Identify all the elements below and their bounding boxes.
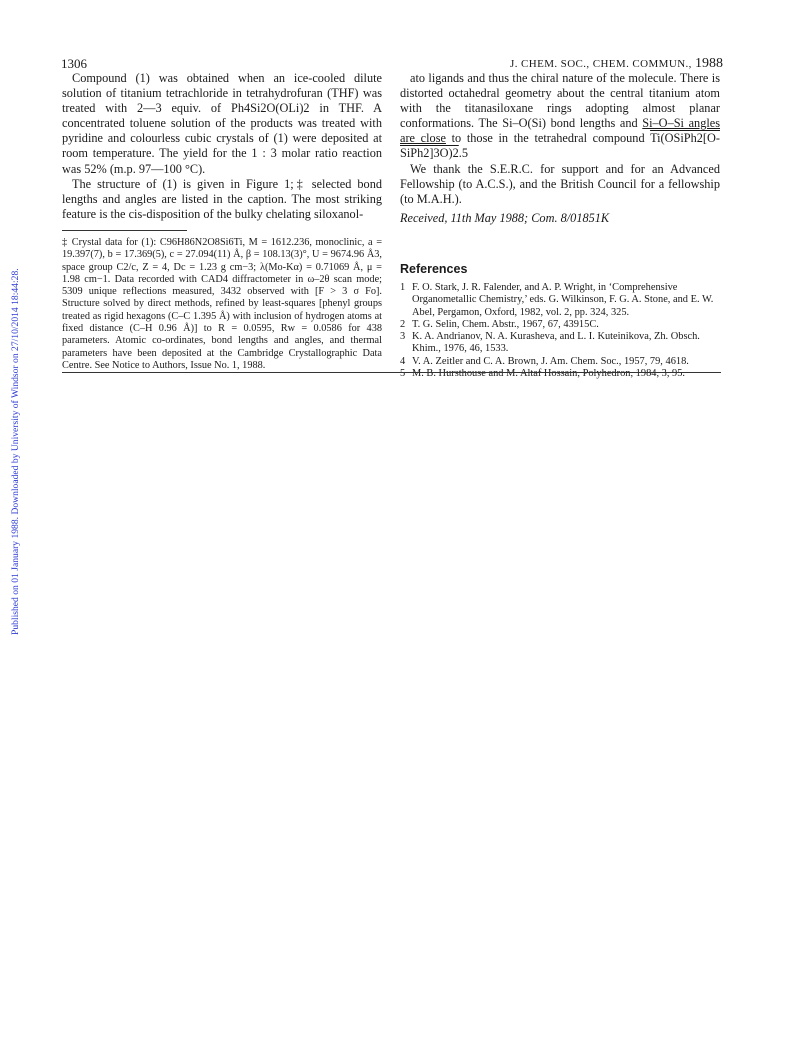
reference-item (400, 282, 722, 319)
reference-text: M. B. Hursthouse and M. Altaf Hossain, Polyhedron, 1984, 3, 95. (412, 368, 686, 380)
crystal-data-footnote: ‡ Crystal data for (1): C96H86N2O8Si6Ti, M = 1612.236, monoclinic, a = 19.397(7), b = 17.369(5), c = 27.094(11) Å, β = 108.13(3)°, U = 9674.96 Å3, space group C2/c, Z = 4, Dc = 1.23 g cm−3; λ(Mo-Kα) = 0.71069 Å, μ = 1.98 cm−1. Data recorded with CAD4 diffractometer in ω–2θ scan mode; 5309 unique reflections measured, 3432 observed with [F > 3 σ Fo]. Structure solved by direct methods, refined by least-squares [phenyl groups treated as rigid hexagons (C–C 1.395 Å) with inclusion of hydrogen atoms at fixed distance (C–H 0.96 Å)] to R = 0.0595, Rw = 0.0586 for 438 parameters. Atomic co-ordinates, bond lengths and angles, and thermal parameters have been deposited at the Cambridge Crystallographic Data Centre. See Notice to Authors, Issue No. 1, 1988. (62, 237, 382, 371)
journal-name: J. CHEM. SOC., CHEM. COMMUN., (510, 58, 692, 70)
geometry-text-mid: to those in the tetrahedral compound (445, 131, 651, 146)
journal-year: 1988 (695, 56, 723, 71)
running-head (510, 56, 723, 72)
bottom-rule (62, 372, 721, 373)
underlined-phrase: Si–O–Si angles are close (400, 116, 720, 146)
geometry-text-start: ato ligands and thus the chiral nature of the molecule. There is distorted octahedral geometry about the central titanium atom with the titanasiloxane rings adopting almost planar conformations. The Si–O(Si) bond lengths and (400, 71, 720, 131)
paragraph-synthesis: Compound (1) was obtained when an ice-cooled dilute solution of titanium tetrachloride in tetrahydrofuran (THF) was treated with 2—3 equiv. of Ph4Si2O(OLi)2 in THF. A concentrated toluene solution of the products was treated with pyridine and colourless cubic crystals of (1) were deposited at room temperature. The yield for the 1 : 3 molar ratio reaction was 52% (m.p. 97—100 °C). (62, 71, 382, 176)
reference-text: K. A. Andrianov, N. A. Kurasheva, and L. I. Kuteinikova, Zh. Obsch. Khim., 1976, 46, 1533. (412, 331, 700, 355)
reference-item (400, 356, 722, 368)
paragraph-acknowledgements: We thank the S.E.R.C. for support and for an Advanced Fellowship (to A.C.S.), and the British Council for a fellowship (to M.A.H.). (400, 161, 720, 206)
reference-text: V. A. Zeitler and C. A. Brown, J. Am. Chem. Soc., 1957, 79, 4618. (412, 355, 689, 367)
reference-item (400, 319, 722, 331)
compound-formula: Ti(OSiPh2[O-SiPh2]3O)2 (400, 131, 720, 161)
page-number: 1306 (61, 56, 87, 71)
right-column (400, 71, 720, 207)
references-list (400, 282, 722, 380)
reference-number: 1 (400, 282, 406, 293)
reference-number: 5 (400, 368, 406, 380)
reference-text: F. O. Stark, J. R. Falender, and A. P. Wright, in ‘Comprehensive Organometallic Chemistry,’ eds. G. Wilkinson, F. G. A. Stone, and E. W. Abel, Pergamon, Oxford, 1982, vol. 2, pp. 324, 325. (412, 282, 714, 318)
reference-item (400, 331, 722, 356)
reference-citation: .5 (458, 146, 468, 161)
reference-number: 2 (400, 318, 406, 330)
download-watermark (0, 0, 21, 1037)
reference-text: T. G. Selin, Chem. Abstr., 1967, 67, 43915C. (412, 318, 599, 330)
paragraph-structure: The structure of (1) is given in Figure 1;‡ selected bond lengths and angles are listed in the caption. The most striking feature is the cis-disposition of the bulky chelating siloxanol- (62, 176, 382, 221)
reference-number: 4 (400, 355, 406, 367)
references-heading: References (400, 262, 468, 276)
reference-item (400, 368, 722, 380)
paragraph-geometry (400, 71, 720, 162)
reference-number: 3 (400, 331, 406, 343)
download-watermark-text[interactable]: Published on 01 January 1988. Downloaded by University of Windsor on 27/10/2014 18:44:28. (10, 268, 21, 635)
left-column (62, 71, 382, 222)
footnote-rule (62, 230, 187, 231)
received-line: Received, 11th May 1988; Com. 8/01851K (400, 211, 610, 225)
